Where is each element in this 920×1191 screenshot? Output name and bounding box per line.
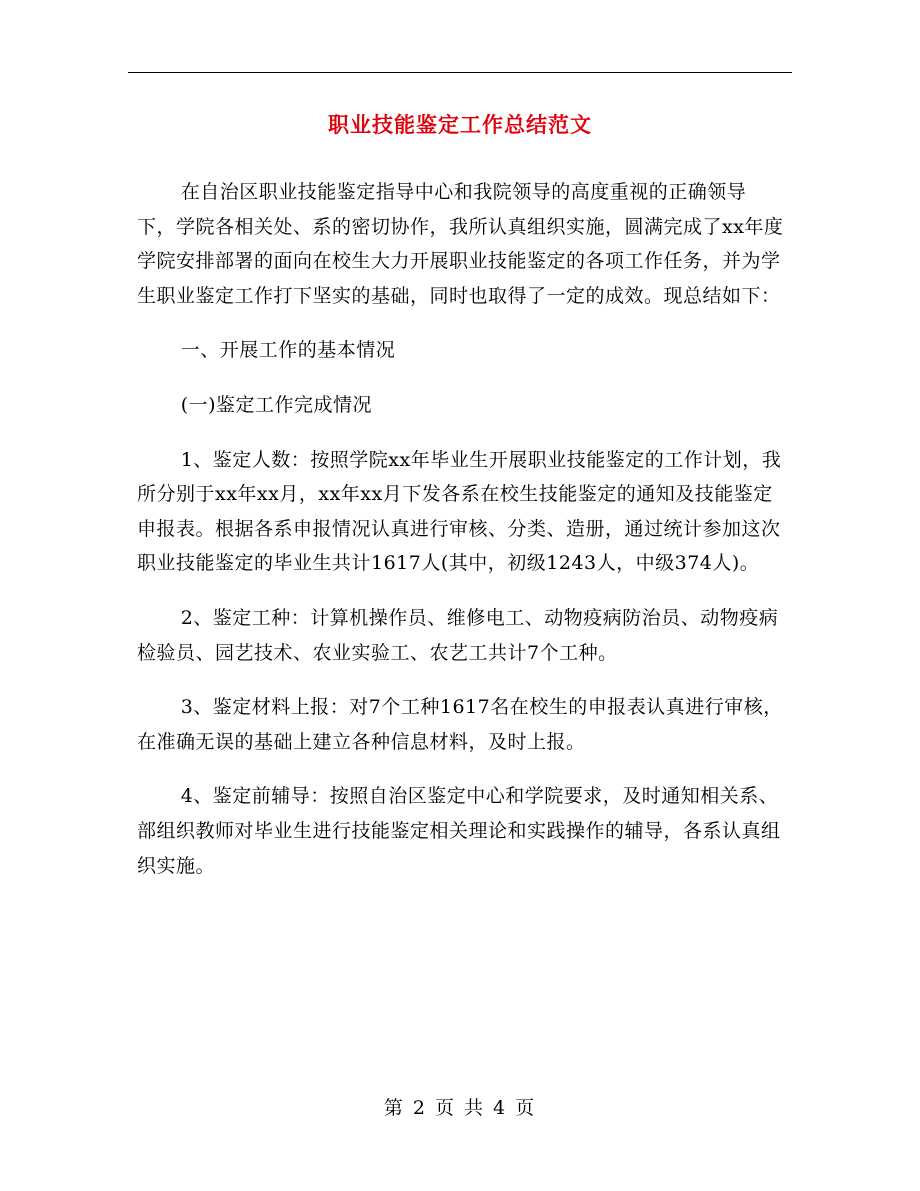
item-paragraph-types: 2、鉴定工种：计算机操作员、维修电工、动物疫病防治员、动物疫病检验员、园艺技术、农业实验工、农艺工共计7个工种。 — [137, 606, 779, 664]
intro-paragraph: 在自治区职业技能鉴定指导中心和我院领导的高度重视的正确领导下，学院各相关处、系的密切协作，我所认真组织实施，圆满完成了xx年度学院安排部署的面向在校生大力开展职业技能鉴定的各项工作任务，并为学生职业鉴定工作打下坚实的基础，同时也取得了一定的成效。现总结如下： — [137, 181, 784, 307]
item-paragraph-count: 1、鉴定人数：按照学院xx年毕业生开展职业技能鉴定的工作计划，我所分别于xx年xx月，xx年xx月下发各系在校生技能鉴定的通知及技能鉴定申报表。根据各系申报情况认真进行审核、分类、造册，通过统计参加这次职业技能鉴定的毕业生共计1617人(其中，初级1243人，中级374人)。 — [137, 448, 782, 575]
item-paragraph-materials: 3、鉴定材料上报：对7个工种1617名在校生的申报表认真进行审核，在准确无误的基础上建立各种信息材料，及时上报。 — [137, 696, 783, 753]
document-body — [137, 175, 785, 903]
section-heading: 一、开展工作的基本情况 — [180, 339, 396, 362]
subsection-heading: (一)鉴定工作完成情况 — [180, 393, 373, 416]
header-rule — [128, 72, 792, 73]
page-number: 第 2 页 共 4 页 — [383, 1097, 537, 1119]
document-title: 职业技能鉴定工作总结范文 — [328, 113, 592, 137]
item-paragraph-tutoring: 4、鉴定前辅导：按照自治区鉴定中心和学院要求，及时通知相关系、部组织教师对毕业生进行技能鉴定相关理论和实践操作的辅导，各系认真组织实施。 — [137, 785, 781, 877]
